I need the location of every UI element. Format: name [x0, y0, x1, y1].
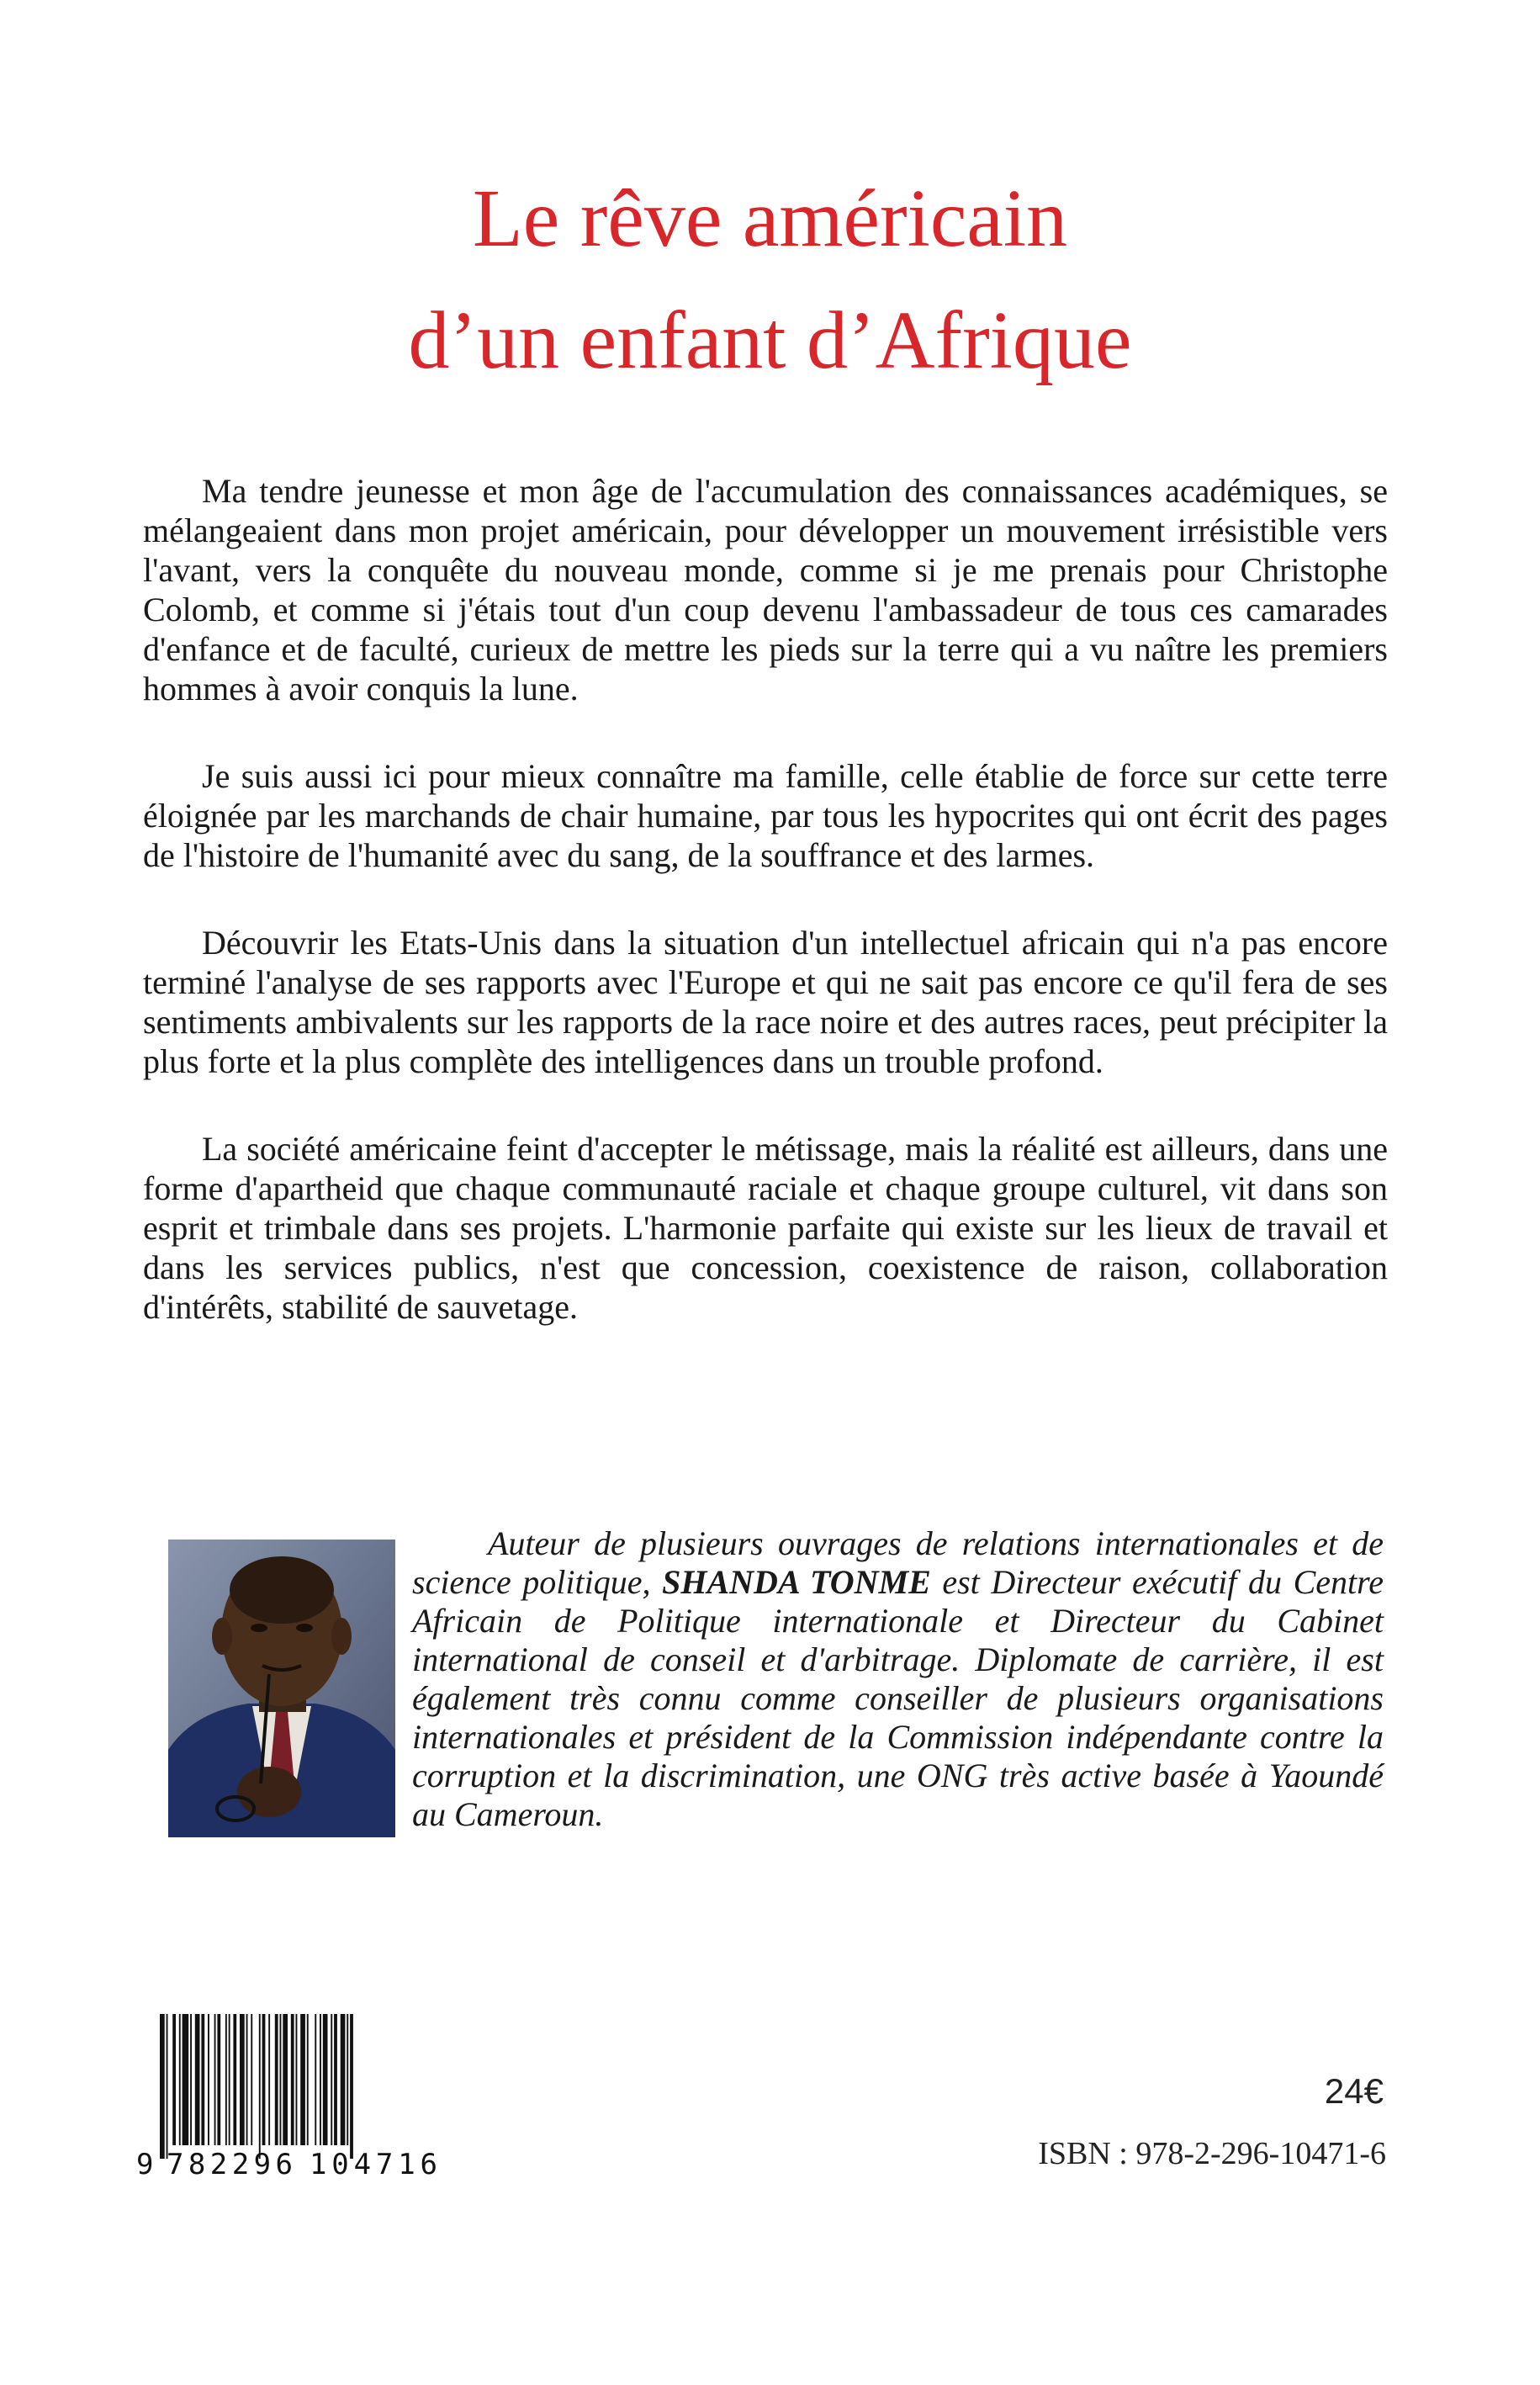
barcode-digits-left: 782296: [167, 2148, 293, 2179]
barcode-bar: [350, 2014, 353, 2159]
barcode-bar: [275, 2014, 278, 2145]
barcode-bar: [315, 2014, 316, 2145]
barcode-bar: [195, 2014, 200, 2145]
book-title: [0, 158, 1540, 402]
barcode-bar: [262, 2014, 266, 2145]
barcode-bar: [183, 2014, 189, 2145]
bio-text-end: est Directeur exécutif du Centre Africain de Politique internationale et Directeur du Cabinet international de conseil et d'arbitrage. Diplomate de carrière, il est également très connu comme conseiller de plusieurs organisations internationales et président de la Commission indépendante contre la corruption et la discrimination, une ONG très active basée à Yaoundé au Cameroun.: [412, 1563, 1384, 1833]
barcode-bar: [225, 2014, 227, 2145]
barcode-bars: [160, 2014, 353, 2159]
barcode-bar: [208, 2014, 209, 2145]
barcode-bar: [233, 2014, 236, 2145]
title-line-2: d’un enfant d’Afrique: [408, 295, 1132, 386]
blurb-paragraph-3: Découvrir les Etats-Unis dans la situation d'un intellectuel africain qui n'a pas encore terminé l'analyse de ses rapports avec l'Europe et qui ne sait pas encore ce qu'il fera de ses sentiments ambivalents sur les rapports de la race noire et des autres races, peut précipiter la plus forte et la plus complète des intelligences dans un trouble profond.: [143, 924, 1388, 1080]
barcode-bar: [331, 2014, 332, 2145]
barcode-bar: [300, 2014, 305, 2145]
barcode-bar: [268, 2014, 270, 2145]
barcode-bar: [259, 2014, 261, 2159]
barcode-bar: [341, 2014, 346, 2145]
barcode-bar: [280, 2014, 282, 2145]
isbn-barcode: [135, 2014, 471, 2179]
blurb-paragraph-4: La société américaine feint d'accepter le métissage, mais la réalité est ailleurs, dans une forme d'apartheid que chaque communauté raciale et chaque groupe culturel, vit dans son esprit et trimbale dans ses projets. L'harmonie parfaite qui existe sur les lieux de travail et dans les services publics, n'est que concession, coexistence de raison, collaboration d'intérêts, stabilité de sauvetage.: [143, 1130, 1388, 1326]
author-bio: [412, 1524, 1384, 1834]
barcode-digits-right: 104716: [310, 2148, 437, 2179]
barcode-bar: [246, 2014, 248, 2145]
barcode-bar: [283, 2014, 288, 2145]
barcode-bar: [251, 2014, 252, 2145]
isbn-text: ISBN : 978-2-296-10471-6: [1038, 2136, 1386, 2171]
barcode-bar: [347, 2014, 348, 2145]
blurb: [143, 471, 1388, 1375]
barcode-bar: [214, 2014, 216, 2145]
barcode-digit-first: 9: [136, 2148, 154, 2179]
barcode-bar: [307, 2014, 309, 2145]
barcode-bar: [240, 2014, 245, 2145]
barcode-bar: [229, 2014, 230, 2145]
barcode-bar: [291, 2014, 294, 2145]
author-photo: [168, 1540, 395, 1837]
blurb-paragraph-1: Ma tendre jeunesse et mon âge de l'accumulation des connaissances académiques, se mélangeaient dans mon projet américain, pour développer un mouvement irrésistible vers l'avant, vers la conquête du nouveau monde, comme si je me prenais pour Christophe Colomb, et comme si j'étais tout d'un coup devenu l'ambassadeur de tous ces camarades d'enfance et de faculté, curieux de mettre les pieds sur la terre qui a vu naître les premiers hommes à avoir conquis la lune.: [143, 472, 1388, 708]
barcode-bar: [217, 2014, 220, 2145]
barcode-bar: [323, 2014, 328, 2145]
barcode-bar: [167, 2014, 168, 2159]
barcode-bar: [172, 2014, 176, 2145]
title-line-1: Le rêve américain: [472, 173, 1068, 264]
barcode-bar: [296, 2014, 298, 2145]
barcode-bar: [160, 2014, 165, 2159]
blurb-paragraph-2: Je suis aussi ici pour mieux connaître ma famille, celle établie de force sur cette terre éloignée par les marchands de chair humaine, par tous les hypocrites qui ont écrit des pages de l'histoire de l'humanité avec du sang, de la souffrance et des larmes.: [143, 757, 1388, 874]
price: 24€: [1324, 2071, 1384, 2111]
bio-text-start: Auteur de plusieurs ouvrages de relations internationales et de science politique,: [412, 1524, 1384, 1601]
barcode-bar: [320, 2014, 321, 2145]
barcode-bar: [334, 2014, 337, 2145]
author-name: SHANDA TONME: [662, 1563, 931, 1601]
barcode-bar: [190, 2014, 192, 2145]
barcode-bar: [201, 2014, 204, 2145]
barcode-bar: [179, 2014, 181, 2145]
